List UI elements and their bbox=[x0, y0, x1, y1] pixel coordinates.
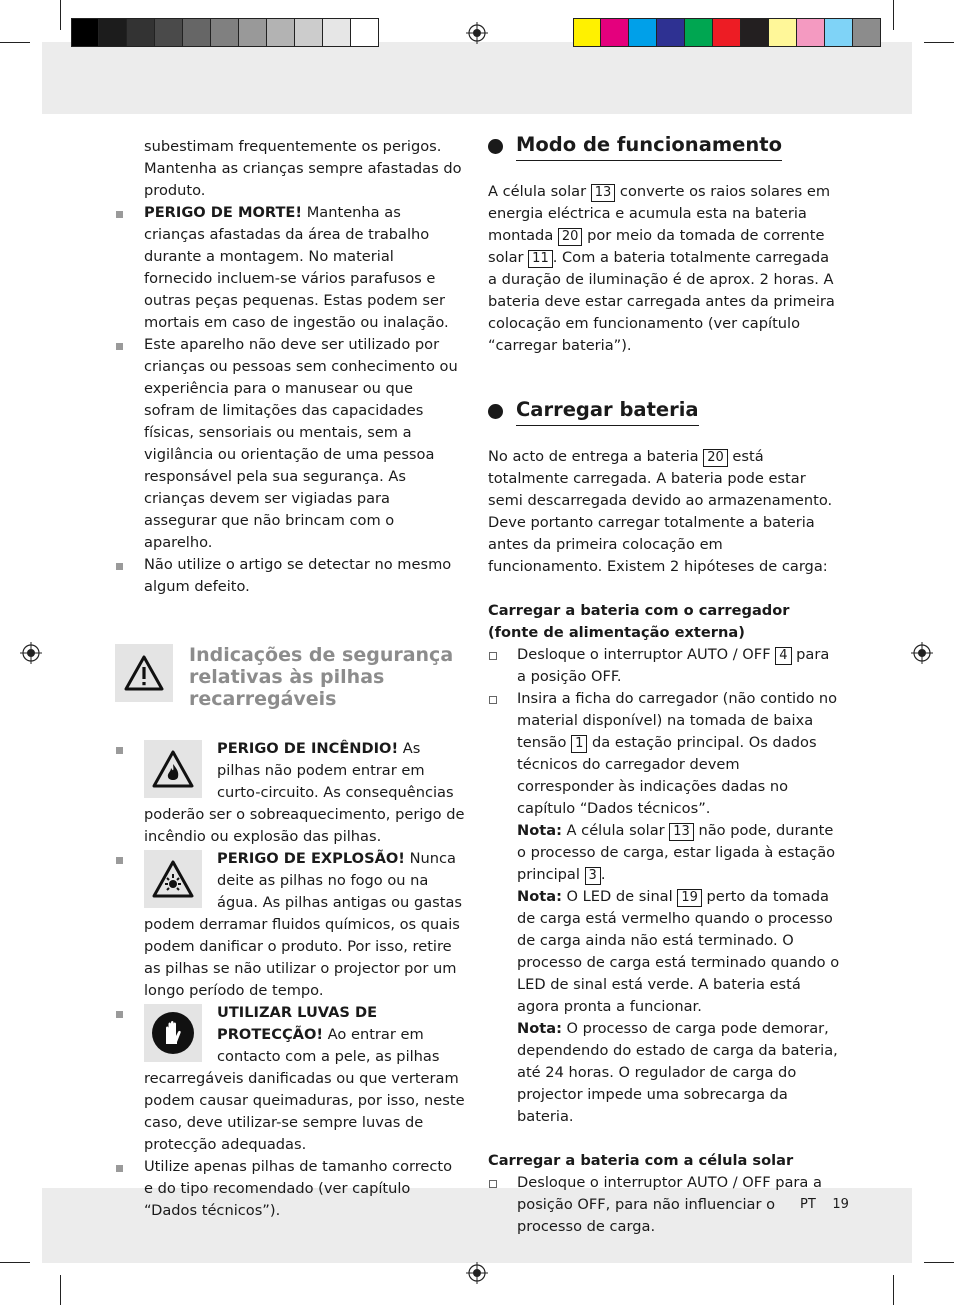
checkbox-bullet-icon bbox=[489, 696, 497, 704]
right-column bbox=[488, 132, 840, 1238]
color-swatch bbox=[685, 18, 713, 47]
warning-label: UTILIZAR LUVAS DE PROTECÇÃO! bbox=[217, 1004, 378, 1043]
color-swatch bbox=[713, 18, 741, 47]
battery-safety-heading bbox=[115, 644, 465, 710]
color-swatch bbox=[797, 18, 825, 47]
gloves-icon bbox=[144, 1004, 202, 1062]
registration-mark-icon bbox=[466, 22, 488, 44]
crop-mark bbox=[924, 42, 954, 43]
process-color-bar bbox=[573, 18, 881, 47]
list-item-text: Ao entrar em contacto com a pele, as pilhas recarregáveis danificadas ou que verteram podem causar queimaduras, por isso, neste caso, deve utilizar-se sempre luvas de protecção adequadas. bbox=[144, 1026, 465, 1153]
list-item bbox=[115, 202, 465, 334]
part-ref: 20 bbox=[703, 449, 728, 467]
subheading-solar: Carregar a bateria com a célula solar bbox=[488, 1152, 794, 1169]
part-ref: 4 bbox=[775, 647, 791, 665]
page-footer bbox=[800, 1197, 849, 1212]
note-label: Nota: bbox=[517, 822, 562, 839]
crop-mark bbox=[0, 42, 30, 43]
bullet-dot-icon bbox=[488, 139, 503, 154]
part-ref: 20 bbox=[558, 228, 583, 246]
heading-text: Modo de funcionamento bbox=[516, 132, 782, 161]
note-label: Nota: bbox=[517, 1020, 562, 1037]
note-label: Nota: bbox=[517, 888, 562, 905]
gray-swatch bbox=[183, 18, 211, 47]
registration-mark-icon bbox=[20, 642, 42, 664]
charge-intro-text: No acto de entrega a bateria 20 está totalmente carregada. A bateria pode estar semi descarregada devido ao armazenamento. Deve portanto carregar totalmente a bateria antes da primeira colocação em funcionamento. Existem 2 hipóteses de carga: bbox=[488, 448, 833, 575]
warning-triangle-icon bbox=[115, 644, 173, 702]
part-ref: 1 bbox=[571, 735, 587, 753]
list-item: Desloque o interruptor AUTO / OFF 4 para a posição OFF. bbox=[488, 644, 840, 688]
warning-label: PERIGO DE MORTE! bbox=[144, 204, 303, 221]
explosion-hazard-icon bbox=[144, 850, 202, 908]
gray-swatch bbox=[71, 18, 99, 47]
part-ref: 19 bbox=[677, 889, 702, 907]
list-item-text: Este aparelho não deve ser utilizado por crianças ou pessoas sem conhecimento ou experiência para o manusear ou que sofram de limitações das capacidades físicas, sensoriais ou mentais, sem a vigilância ou orientação de uma pessoa responsável pela sua segurança. As crianças devem ser vigiadas para assegurar que não brincam com o aparelho. bbox=[144, 336, 458, 551]
square-bullet-icon bbox=[116, 563, 123, 570]
square-bullet-icon bbox=[116, 857, 123, 864]
list-item bbox=[115, 1156, 465, 1222]
crop-mark bbox=[893, 0, 894, 30]
part-ref: 13 bbox=[669, 823, 694, 841]
gray-swatch bbox=[211, 18, 239, 47]
gray-swatch bbox=[239, 18, 267, 47]
gray-color-bar bbox=[71, 18, 379, 47]
list-item-text: Utilize apenas pilhas de tamanho correcto e do tipo recomendado (ver capítulo “Dados técnicos”). bbox=[144, 1158, 453, 1219]
part-ref: 11 bbox=[528, 250, 553, 268]
heading-text: Carregar bateria bbox=[516, 397, 699, 426]
list-item bbox=[115, 334, 465, 554]
list-item: Desloque o interruptor AUTO / OFF para a posição OFF, para não influenciar o processo de carga. bbox=[488, 1172, 840, 1238]
color-swatch bbox=[657, 18, 685, 47]
gray-swatch bbox=[323, 18, 351, 47]
language-code: PT bbox=[800, 1197, 816, 1212]
gray-swatch bbox=[155, 18, 183, 47]
warning-label: PERIGO DE EXPLOSÃO! bbox=[217, 850, 405, 867]
part-ref: 3 bbox=[585, 867, 601, 885]
list-item bbox=[115, 554, 465, 598]
list-item bbox=[115, 848, 465, 1002]
fire-hazard-icon bbox=[144, 740, 202, 798]
color-swatch bbox=[825, 18, 853, 47]
crop-mark bbox=[924, 1262, 954, 1263]
gray-swatch bbox=[267, 18, 295, 47]
square-bullet-icon bbox=[116, 1011, 123, 1018]
registration-mark-icon bbox=[911, 642, 933, 664]
gray-swatch bbox=[351, 18, 379, 47]
bullet-dot-icon bbox=[488, 404, 503, 419]
warning-label: PERIGO DE INCÊNDIO! bbox=[217, 740, 399, 757]
square-bullet-icon bbox=[116, 1165, 123, 1172]
square-bullet-icon bbox=[116, 211, 123, 218]
crop-mark bbox=[60, 0, 61, 30]
subheading-charger: Carregar a bateria com o carregador (fonte de alimentação externa) bbox=[488, 602, 790, 641]
operation-mode-text: A célula solar 13 converte os raios solares em energia eléctrica e acumula esta na bateria montada 20 por meio da tomada de corrente solar 11 . Com a bateria totalmente carregada a duração de iluminação é de aprox. 2 horas. A bateria deve estar carregada antes da primeira colocação em funcionamento (ver capítulo “carregar bateria”). bbox=[488, 183, 835, 354]
crop-mark bbox=[893, 1275, 894, 1305]
list-item: Insira a ficha do carregador (não contido no material disponível) na tomada de baixa tensão 1 da estação principal. Os dados técnicos do carregador devem corresponder às indicações dadas no capítulo “Dados técnicos”. Nota: A célula solar 13 não pode, durante o processo de carga, estar ligada à estação principal 3 . Nota: O LED de sinal 19 perto da tomada de carga está vermelho quando o processo de carga ainda não está terminado. O processo de carga está terminado quando o LED de sinal está verde. A bateria está agora pronta a funcionar. Nota: O processo de carga pode demorar, dependendo do estado de carga da bateria, até 24 horas. O regulador de carga do projector impede uma sobrecarga da bateria. bbox=[488, 688, 840, 1128]
color-swatch bbox=[573, 18, 601, 47]
list-item-text: Mantenha as crianças afastadas da área de trabalho durante a montagem. No material fornecido incluem-se vários parafusos e outras peças pequenas. Estas podem ser mortais em caso de ingestão ou inalação. bbox=[144, 204, 449, 331]
color-swatch bbox=[601, 18, 629, 47]
part-ref: 13 bbox=[591, 184, 616, 202]
list-item bbox=[115, 738, 465, 848]
list-item-text: Não utilize o artigo se detectar no mesmo algum defeito. bbox=[144, 556, 452, 595]
checkbox-bullet-icon bbox=[489, 652, 497, 660]
color-swatch bbox=[769, 18, 797, 47]
page-number: 19 bbox=[832, 1197, 849, 1212]
list-item bbox=[115, 1002, 465, 1156]
registration-mark-icon bbox=[466, 1262, 488, 1284]
heading-charge-battery bbox=[488, 397, 840, 426]
checkbox-bullet-icon bbox=[489, 1180, 497, 1188]
list-item-text: As pilhas não podem entrar em curto-circuito. As consequências poderão ser o sobreaquecimento, perigo de incêndio ou explosão das pilhas. bbox=[144, 740, 465, 845]
gray-swatch bbox=[295, 18, 323, 47]
crop-mark bbox=[0, 1262, 30, 1263]
square-bullet-icon bbox=[116, 343, 123, 350]
header-band bbox=[42, 42, 912, 114]
gray-swatch bbox=[127, 18, 155, 47]
color-swatch bbox=[741, 18, 769, 47]
heading-operation-mode bbox=[488, 132, 840, 161]
intro-text: subestimam frequentemente os perigos. Mantenha as crianças sempre afastadas do produto. bbox=[144, 138, 462, 199]
crop-mark bbox=[60, 1275, 61, 1305]
square-bullet-icon bbox=[116, 747, 123, 754]
list-item-text: Nunca deite as pilhas no fogo ou na água. As pilhas antigas ou gastas podem derramar fluidos químicos, os quais podem danificar o produto. Por isso, retire as pilhas se não utilizar o projector por um longo período de tempo. bbox=[144, 850, 463, 999]
left-column bbox=[115, 136, 465, 1222]
gray-swatch bbox=[99, 18, 127, 47]
section-title: Indicações de segurança relativas às pilhas recarregáveis bbox=[189, 644, 454, 710]
color-swatch bbox=[629, 18, 657, 47]
color-swatch bbox=[853, 18, 881, 47]
